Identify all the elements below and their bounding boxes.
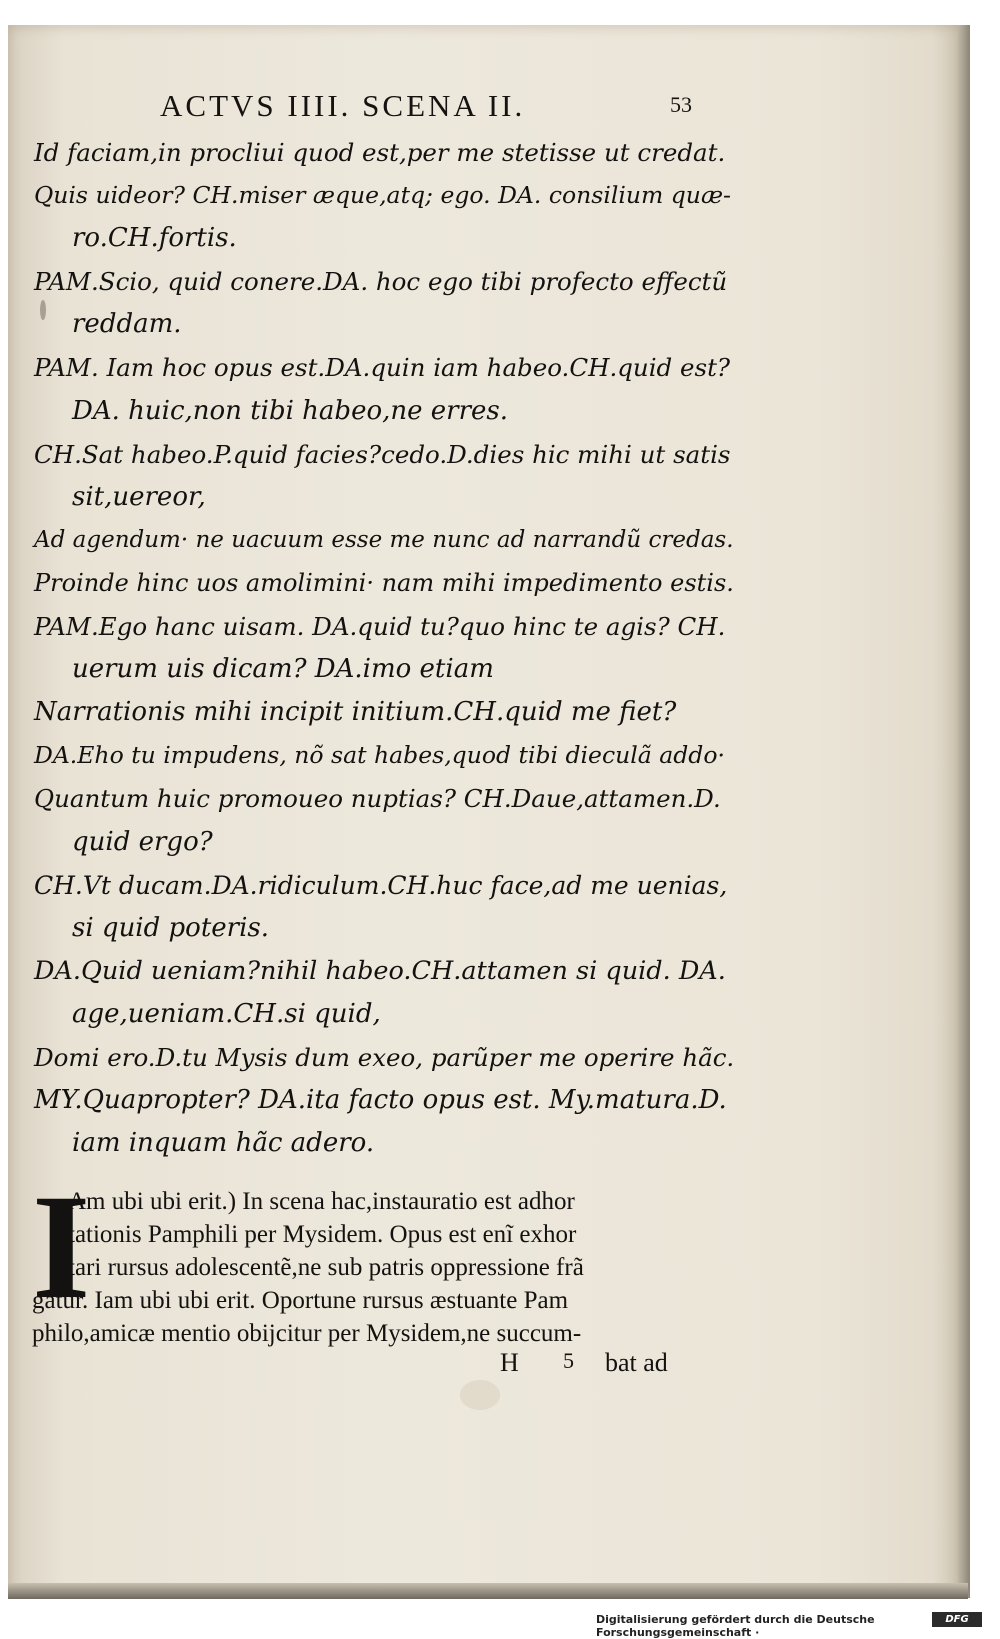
commentary-line: tari rursus adolescentẽ,ne sub patris oppressione frã [68,1254,584,1281]
commentary-line: gatur. Iam ubi ubi erit. Oportune rursus æstuante Pam [32,1287,569,1314]
verse-line: si quid poteris. [72,912,270,943]
page-edge-bottom [8,1583,968,1599]
verse-line: Quantum huic promoueo nuptias? CH.Daue,attamen.D. [34,784,721,814]
dfg-logo: DFG [932,1612,982,1627]
commentary-block [32,1164,717,1350]
page-number: 53 [670,92,692,117]
verse-line: Quis uideor? CH.miser æque,atq; ego. DA. consilium quæ- [34,181,731,210]
running-header [160,88,720,126]
signature-number: 5 [563,1348,574,1373]
verse-line: Proinde hinc uos amolimini· nam mihi impedimento estis. [34,568,734,597]
header-title: ACTVS IIII. SCENA II. [160,88,526,123]
verse-line: age,ueniam.CH.si quid, [72,998,381,1029]
verse-line: Id faciam,in procliui quod est,per me stetisse ut credat. [34,138,726,167]
verse-line: CH.Vt ducam.DA.ridiculum.CH.huc face,ad me uenias, [34,870,728,900]
verse-line: reddam. [72,309,182,340]
verse-line: DA.Quid ueniam?nihil habeo.CH.attamen si quid. DA. [34,955,726,986]
verse-line: uerum uis dicam? DA.imo etiam [72,654,494,685]
digitization-footer [596,1611,996,1639]
verse-line: CH.Sat habeo.P.quid facies?cedo.D.dies hic mihi ut satis [34,439,731,469]
verse-line: Domi ero.D.tu Mysis dum exeo, parũper me operire hãc. [34,1042,735,1072]
signature-mark: H [500,1348,519,1377]
verse-line: Narrationis mihi incipit initium.CH.quid me fiet? [34,697,677,728]
verse-line: MY.Quapropter? DA.ita facto opus est. My.matura.D. [34,1085,727,1116]
verse-line: sit,uereor, [72,481,206,512]
verse-line: DA. huic,non tibi habeo,ne erres. [72,395,509,426]
verse-line: PAM. Iam hoc opus est.DA.quin iam habeo.CH.quid est? [34,353,731,383]
verse-line: ro.CH.fortis. [72,223,237,254]
commentary-line: philo,amicæ mentio obijcitur per Mysidem,ne succum- [32,1320,582,1347]
commentary-lines [32,1164,717,1350]
verse-line: PAM.Ego hanc uisam. DA.quid tu?quo hinc te agis? CH. [34,612,726,642]
drop-cap: I [32,1164,91,1330]
catchword: bat ad [605,1348,668,1377]
verse-line: iam inquam hãc adero. [72,1128,375,1159]
footer-text: Digitalisierung gefördert durch die Deutsche Forschungsgemeinschaft · [596,1613,875,1639]
commentary-line: Am ubi ubi erit.) In scena hac,instauratio est adhor [68,1188,575,1215]
paper-stain [460,1380,500,1410]
verse-text [34,131,734,1165]
page-edge [958,25,970,1598]
verse-line: quid ergo? [72,826,213,857]
verse-line: Ad agendum· ne uacuum esse me nunc ad narrandũ credas. [34,526,734,553]
verse-line: PAM.Scio, quid conere.DA. hoc ego tibi profecto effectũ [34,267,728,297]
commentary-line: tationis Pamphili per Mysidem. Opus est enĩ exhor [68,1221,577,1248]
verse-line: DA.Eho tu impudens, nõ sat habes,quod tibi dieculã addo· [34,741,725,770]
